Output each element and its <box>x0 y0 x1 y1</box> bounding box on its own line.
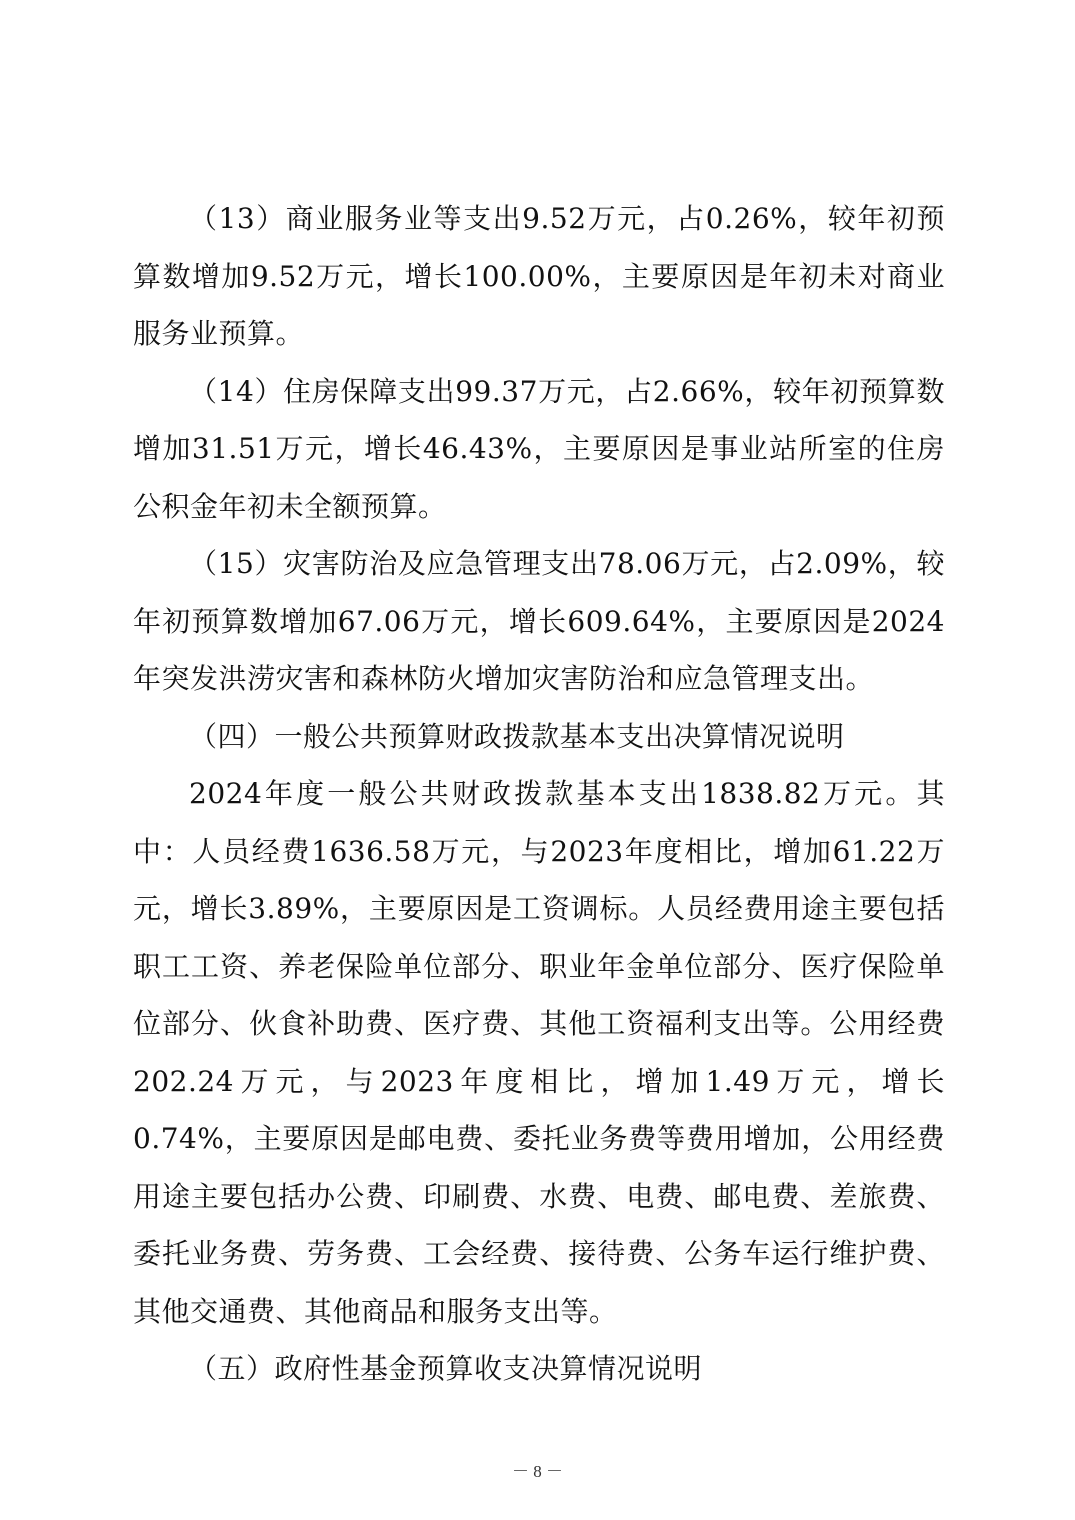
paragraph-basic-expenditure: 2024年度一般公共财政拨款基本支出1838.82万元。其中：人员经费1636.58万元，与2023年度相比，增加61.22万元，增长3.89%，主要原因是工资调标。人员经费用途主要包括职工工资、养老保险单位部分、职业年金单位部分、医疗保险单位部分、伙食补助费、医疗费、其他工资福利支出等。公用经费202.24万元，与2023年度相比，增加1.49万元，增长0.74%，主要原因是邮电费、委托业务费等费用增加，公用经费用途主要包括办公费、印刷费、水费、电费、邮电费、差旅费、委托业务费、劳务费、工会经费、接待费、公务车运行维护费、其他交通费、其他商品和服务支出等。 <box>133 777 945 1328</box>
document-body <box>133 190 945 1398</box>
paragraph-disaster-prevention: （15）灾害防治及应急管理支出78.06万元，占2.09%，较年初预算数增加67.06万元，增长609.64%，主要原因是2024年突发洪涝灾害和森林防火增加灾害防治和应急管理支出。 <box>133 547 945 695</box>
section-heading-four: （四）一般公共预算财政拨款基本支出决算情况说明 <box>189 719 845 753</box>
paragraph-commercial-services: （13）商业服务业等支出9.52万元，占0.26%，较年初预算数增加9.52万元，增长100.00%，主要原因是年初未对商业服务业预算。 <box>133 202 945 350</box>
section-heading-five: （五）政府性基金预算收支决算情况说明 <box>189 1352 703 1385</box>
paragraph-housing-security: （14）住房保障支出99.37万元，占2.66%，较年初预算数增加31.51万元，增长46.43%，主要原因是事业站所室的住房公积金年初未全额预算。 <box>133 374 945 523</box>
page-number: － 8 － <box>512 1462 563 1481</box>
